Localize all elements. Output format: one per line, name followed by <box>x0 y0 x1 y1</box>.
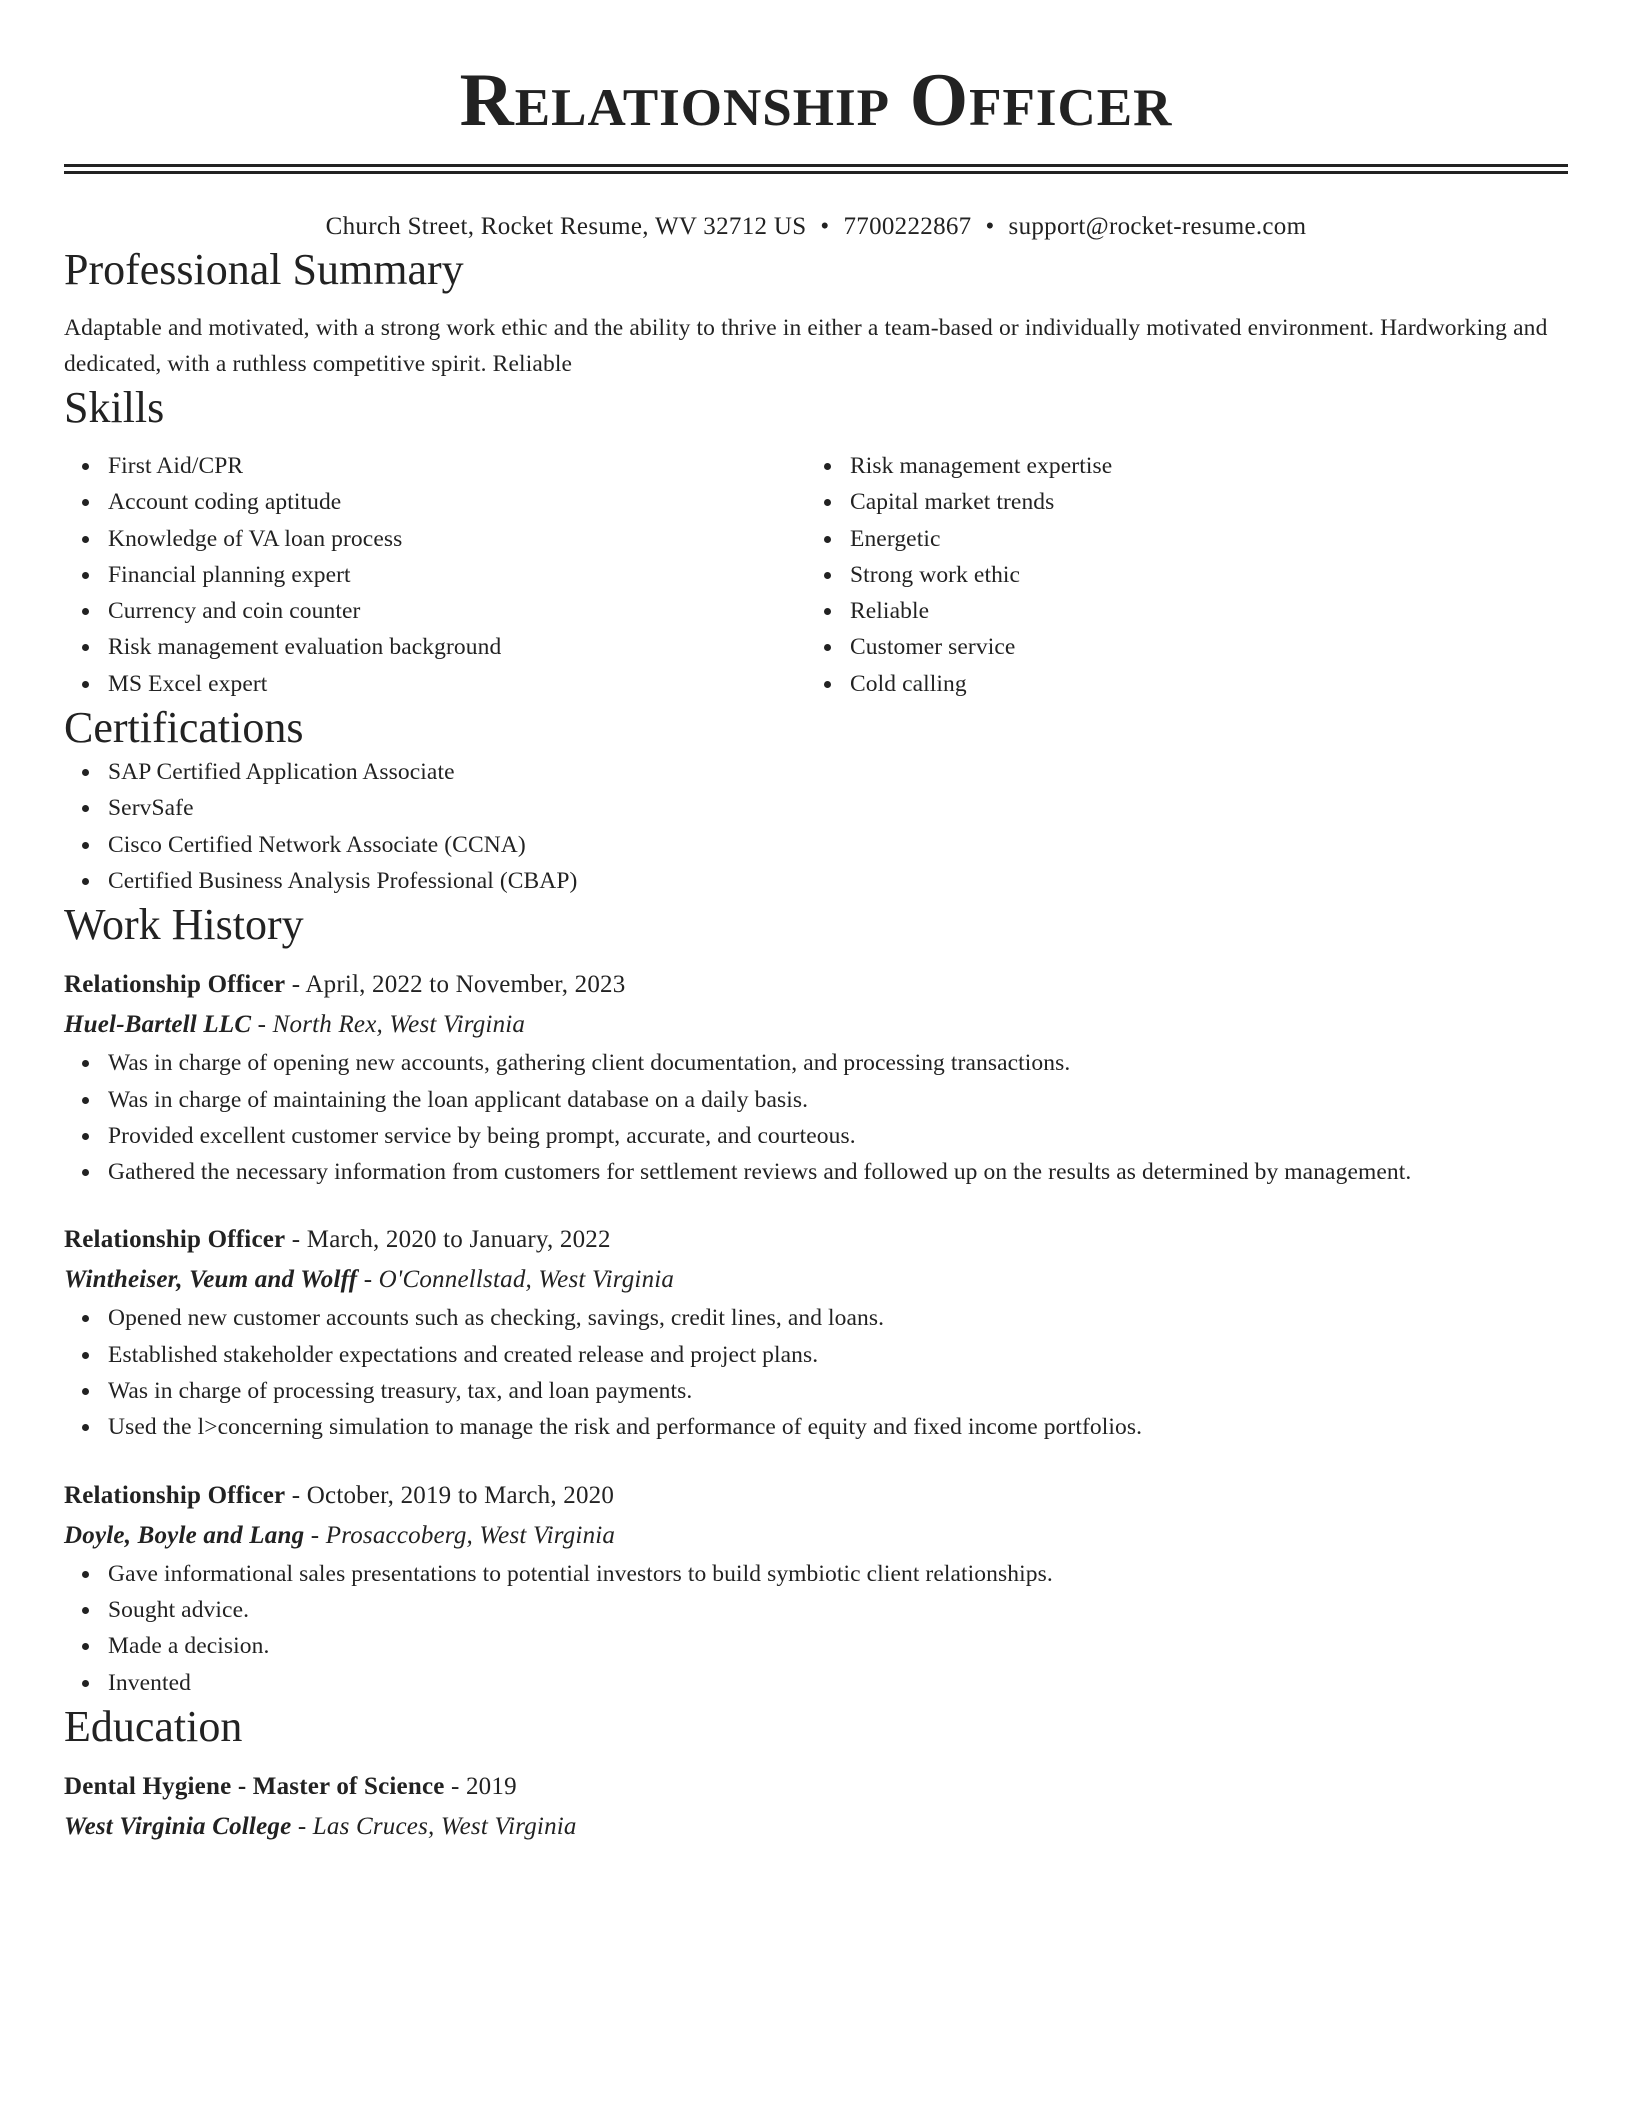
title-divider <box>64 164 1568 174</box>
skill-item: Capital market trends <box>850 484 1548 520</box>
skills-list <box>64 448 1568 702</box>
skill-item: Risk management expertise <box>850 448 1548 484</box>
job-entry <box>64 965 1568 1190</box>
education-degree: Dental Hygiene - Master of Science <box>64 1772 445 1800</box>
job-heading <box>64 1220 1568 1260</box>
job-entry <box>64 1476 1568 1701</box>
job-employer <box>64 1516 1568 1556</box>
job-company: Doyle, Boyle and Lang <box>64 1521 305 1549</box>
job-role: Relationship Officer <box>64 1481 286 1509</box>
skill-item: Currency and coin counter <box>108 593 806 629</box>
education-entry <box>64 1767 1568 1847</box>
skill-item: Customer service <box>850 629 1548 665</box>
skill-item: Financial planning expert <box>108 557 806 593</box>
job-duties <box>64 1300 1568 1445</box>
skills-column-right <box>806 448 1548 702</box>
job-duty: Gathered the necessary information from customers for settlement reviews and followed up on the results as determined by management. <box>108 1154 1568 1190</box>
skill-item: Risk management evaluation background <box>108 629 806 665</box>
job-duty: Used the l>concerning simulation to manage the risk and performance of equity and fixed income portfolios. <box>108 1409 1568 1445</box>
job-location: - North Rex, West Virginia <box>251 1011 526 1039</box>
resume-title: Relationship Officer <box>459 59 1173 142</box>
certifications-heading: Certifications <box>64 703 304 753</box>
contact-email: support@rocket-resume.com <box>1008 213 1307 240</box>
job-duty: Made a decision. <box>108 1628 1568 1664</box>
job-duty: Was in charge of maintaining the loan applicant database on a daily basis. <box>108 1082 1568 1118</box>
job-dates: - March, 2020 to January, 2022 <box>285 1226 611 1254</box>
job-duty: Opened new customer accounts such as checking, savings, credit lines, and loans. <box>108 1300 1568 1336</box>
job-duties <box>64 1045 1568 1190</box>
skill-item: Energetic <box>850 521 1548 557</box>
skill-item: First Aid/CPR <box>108 448 806 484</box>
education-heading-line <box>64 1767 1568 1807</box>
job-dates: - April, 2022 to November, 2023 <box>285 971 626 999</box>
education-institution <box>64 1807 1568 1847</box>
contact-separator: • <box>820 213 830 240</box>
job-entry <box>64 1220 1568 1445</box>
education-year: - 2019 <box>444 1772 517 1800</box>
job-dates: - October, 2019 to March, 2020 <box>285 1481 615 1509</box>
summary-heading: Professional Summary <box>64 245 464 294</box>
certification-item: Certified Business Analysis Professional (CBAP) <box>108 863 1568 899</box>
education-school: West Virginia College <box>64 1812 292 1840</box>
summary-text: Adaptable and motivated, with a strong work ethic and the ability to thrive in either a team-based or individually motivated environment. Hardworking and dedicated, with a ruthless competitive spirit. Reliable <box>64 315 1548 377</box>
skill-item: Reliable <box>850 593 1548 629</box>
job-duty: Established stakeholder expectations and created release and project plans. <box>108 1337 1568 1373</box>
job-heading <box>64 965 1568 1005</box>
skill-item: Cold calling <box>850 666 1548 702</box>
skill-item: MS Excel expert <box>108 666 806 702</box>
job-duty: Gave informational sales presentations to potential investors to build symbiotic client relationships. <box>108 1556 1568 1592</box>
certification-item: Cisco Certified Network Associate (CCNA) <box>108 827 1568 863</box>
contact-address: Church Street, Rocket Resume, WV 32712 US <box>325 213 807 240</box>
job-role: Relationship Officer <box>64 971 286 999</box>
skill-item: Strong work ethic <box>850 557 1548 593</box>
certifications-list <box>64 754 1568 899</box>
skills-heading: Skills <box>64 383 165 432</box>
work-history-heading: Work History <box>64 900 304 950</box>
job-duty: Sought advice. <box>108 1592 1568 1628</box>
contact-separator: • <box>985 213 995 240</box>
job-company: Wintheiser, Veum and Wolff <box>64 1266 358 1294</box>
job-duty: Invented <box>108 1665 1568 1701</box>
certification-item: ServSafe <box>108 790 1568 826</box>
job-location: - O'Connellstad, West Virginia <box>357 1266 675 1294</box>
skill-item: Account coding aptitude <box>108 484 806 520</box>
contact-line <box>64 210 1568 244</box>
skills-column-left <box>64 448 806 702</box>
job-employer <box>64 1005 1568 1045</box>
job-role: Relationship Officer <box>64 1226 286 1254</box>
education-heading: Education <box>64 1701 243 1751</box>
job-duty: Was in charge of opening new accounts, gathering client documentation, and processing transactions. <box>108 1045 1568 1081</box>
job-duty: Provided excellent customer service by being prompt, accurate, and courteous. <box>108 1118 1568 1154</box>
contact-phone: 7700222867 <box>843 213 972 240</box>
job-duties <box>64 1556 1568 1701</box>
education-location: - Las Cruces, West Virginia <box>291 1812 577 1840</box>
job-company: Huel-Bartell LLC <box>64 1011 252 1039</box>
certification-item: SAP Certified Application Associate <box>108 754 1568 790</box>
job-location: - Prosaccoberg, West Virginia <box>304 1521 616 1549</box>
skill-item: Knowledge of VA loan process <box>108 521 806 557</box>
job-duty: Was in charge of processing treasury, tax, and loan payments. <box>108 1373 1568 1409</box>
job-heading <box>64 1476 1568 1516</box>
job-employer <box>64 1260 1568 1300</box>
